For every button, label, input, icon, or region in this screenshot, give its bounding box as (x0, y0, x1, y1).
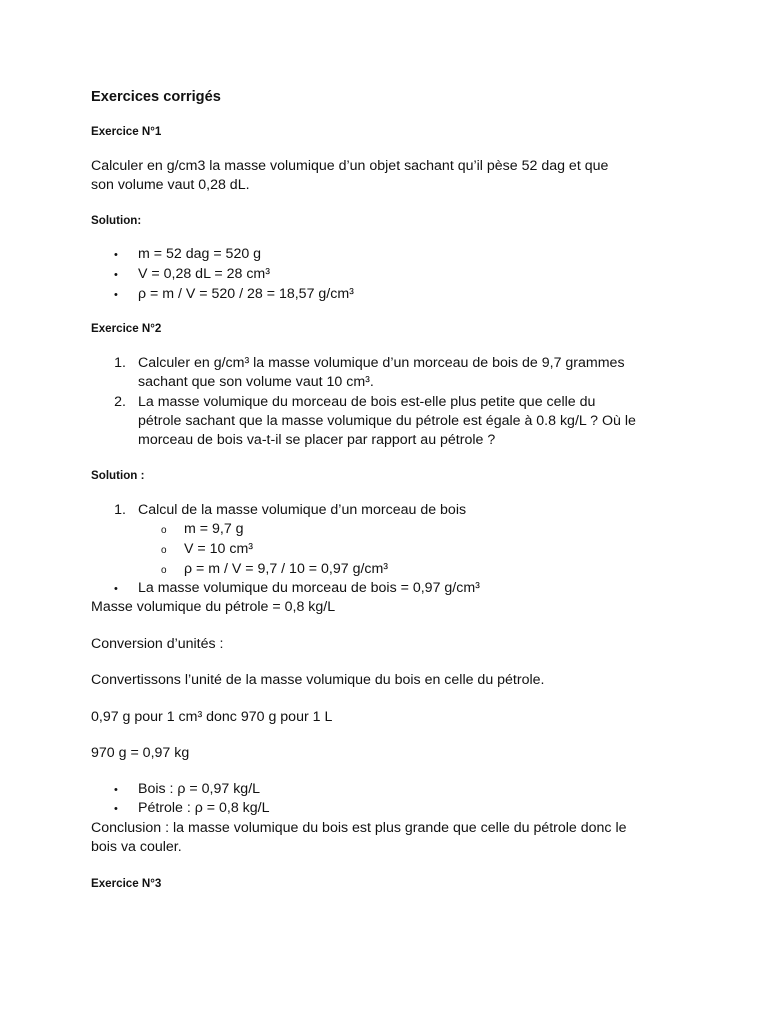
exercise-1-question-line-2: son volume vaut 0,28 dL. (91, 177, 250, 193)
conversion-label: Conversion d’unités : (91, 636, 224, 652)
exercise-1-solution-item: V = 0,28 dL = 28 cm³ (138, 266, 270, 282)
exercise-2-solution-sub-item: V = 10 cm³ (184, 541, 253, 557)
exercise-2-heading: Exercice N°2 (91, 322, 162, 335)
compare-item: Bois : ρ = 0,97 kg/L (138, 781, 261, 797)
petrole-density-line: Masse volumique du pétrole = 0,8 kg/L (91, 599, 336, 615)
document-title: Exercices corrigés (91, 89, 221, 105)
circle-bullet-icon: o (161, 565, 167, 576)
bullet-icon: • (114, 583, 118, 595)
exercise-2-solution-1-text: Calcul de la masse volumique d’un morceau de bois (138, 502, 467, 518)
circle-bullet-icon: o (161, 545, 167, 556)
exercise-2-question-number: 1. (114, 355, 126, 371)
circle-bullet-icon: o (161, 525, 167, 536)
bullet-icon: • (114, 249, 118, 261)
exercise-2-question-2-line-1: La masse volumique du morceau de bois est-elle plus petite que celle du (138, 394, 596, 410)
exercise-2-question-number: 2. (114, 394, 126, 410)
exercise-2-question-1-line-2: sachant que son volume vaut 10 cm³. (138, 374, 374, 390)
conversion-line-1: 0,97 g pour 1 cm³ donc 970 g pour 1 L (91, 709, 333, 725)
exercise-2-solution-sub-item: ρ = m / V = 9,7 / 10 = 0,97 g/cm³ (184, 561, 389, 577)
exercise-2-solution-heading: Solution : (91, 469, 145, 482)
exercise-1-solution-heading: Solution: (91, 214, 142, 227)
exercise-2-solution-bullet: La masse volumique du morceau de bois = 0,97 g/cm³ (138, 580, 480, 596)
exercise-3-heading: Exercice N°3 (91, 877, 162, 890)
exercise-2-question-2-line-3: morceau de bois va-t-il se placer par rapport au pétrole ? (138, 432, 496, 448)
conversion-text: Convertissons l’unité de la masse volumique du bois en celle du pétrole. (91, 672, 545, 688)
conclusion-line-2: bois va couler. (91, 839, 182, 855)
bullet-icon: • (114, 269, 118, 281)
bullet-icon: • (114, 803, 118, 815)
conclusion-line-1: Conclusion : la masse volumique du bois est plus grande que celle du pétrole donc le (91, 820, 627, 836)
exercise-2-solution-number: 1. (114, 502, 126, 518)
exercise-1-solution-item: ρ = m / V = 520 / 28 = 18,57 g/cm³ (138, 286, 354, 302)
exercise-2-question-1-line-1: Calculer en g/cm³ la masse volumique d’un morceau de bois de 9,7 grammes (138, 355, 625, 371)
exercise-1-question-line-1: Calculer en g/cm3 la masse volumique d’un objet sachant qu’il pèse 52 dag et que (91, 158, 609, 174)
bullet-icon: • (114, 289, 118, 301)
bullet-icon: • (114, 784, 118, 796)
conversion-line-2: 970 g = 0,97 kg (91, 745, 190, 761)
exercise-1-solution-item: m = 52 dag = 520 g (138, 246, 262, 262)
exercise-2-question-2-line-2: pétrole sachant que la masse volumique du pétrole est égale à 0.8 kg/L ? Où le (138, 413, 636, 429)
compare-item: Pétrole : ρ = 0,8 kg/L (138, 800, 270, 816)
exercise-2-solution-sub-item: m = 9,7 g (184, 521, 244, 537)
exercise-1-heading: Exercice N°1 (91, 125, 162, 138)
